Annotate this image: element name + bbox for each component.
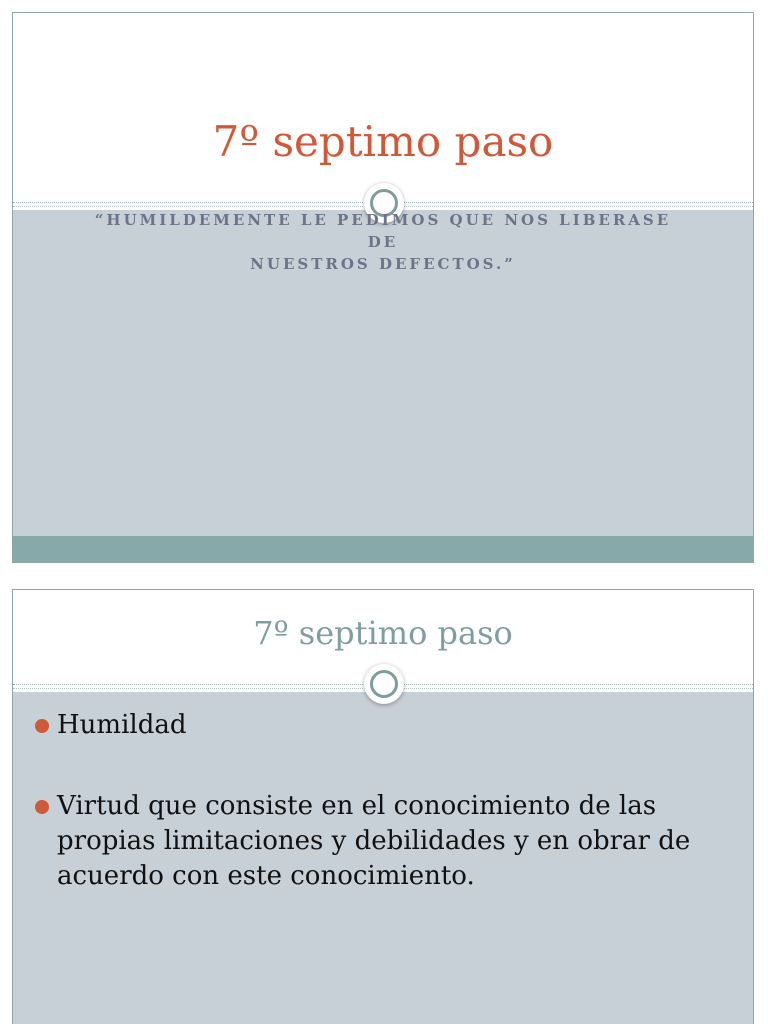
slide-footer-bar bbox=[13, 536, 753, 562]
ring-ornament-icon bbox=[364, 664, 404, 704]
bullet-icon bbox=[35, 719, 49, 733]
slide-title: 7º septimo paso bbox=[212, 117, 554, 166]
bullet-icon bbox=[35, 800, 49, 814]
slide-title: 7º septimo paso bbox=[253, 614, 513, 652]
slide-1 bbox=[12, 12, 754, 563]
bullet-list bbox=[35, 708, 729, 940]
subtitle-line: NUESTROS DEFECTOS.” bbox=[250, 255, 516, 273]
subtitle-line: “HUMILDEMENTE LE PEDIMOS QUE NOS LIBERASE bbox=[94, 211, 672, 229]
bullet-text: Virtud que consiste en el conocimiento de las propias limitaciones y debilidades y en obrar de acuerdo con este conocimiento. bbox=[57, 791, 691, 891]
list-item bbox=[35, 789, 729, 894]
slide-subtitle bbox=[53, 209, 713, 275]
subtitle-line: DE bbox=[367, 233, 399, 251]
bullet-text: Humildad bbox=[57, 710, 187, 740]
list-item bbox=[35, 708, 729, 743]
slide-2 bbox=[12, 589, 754, 1024]
slide-title-area bbox=[13, 13, 753, 210]
